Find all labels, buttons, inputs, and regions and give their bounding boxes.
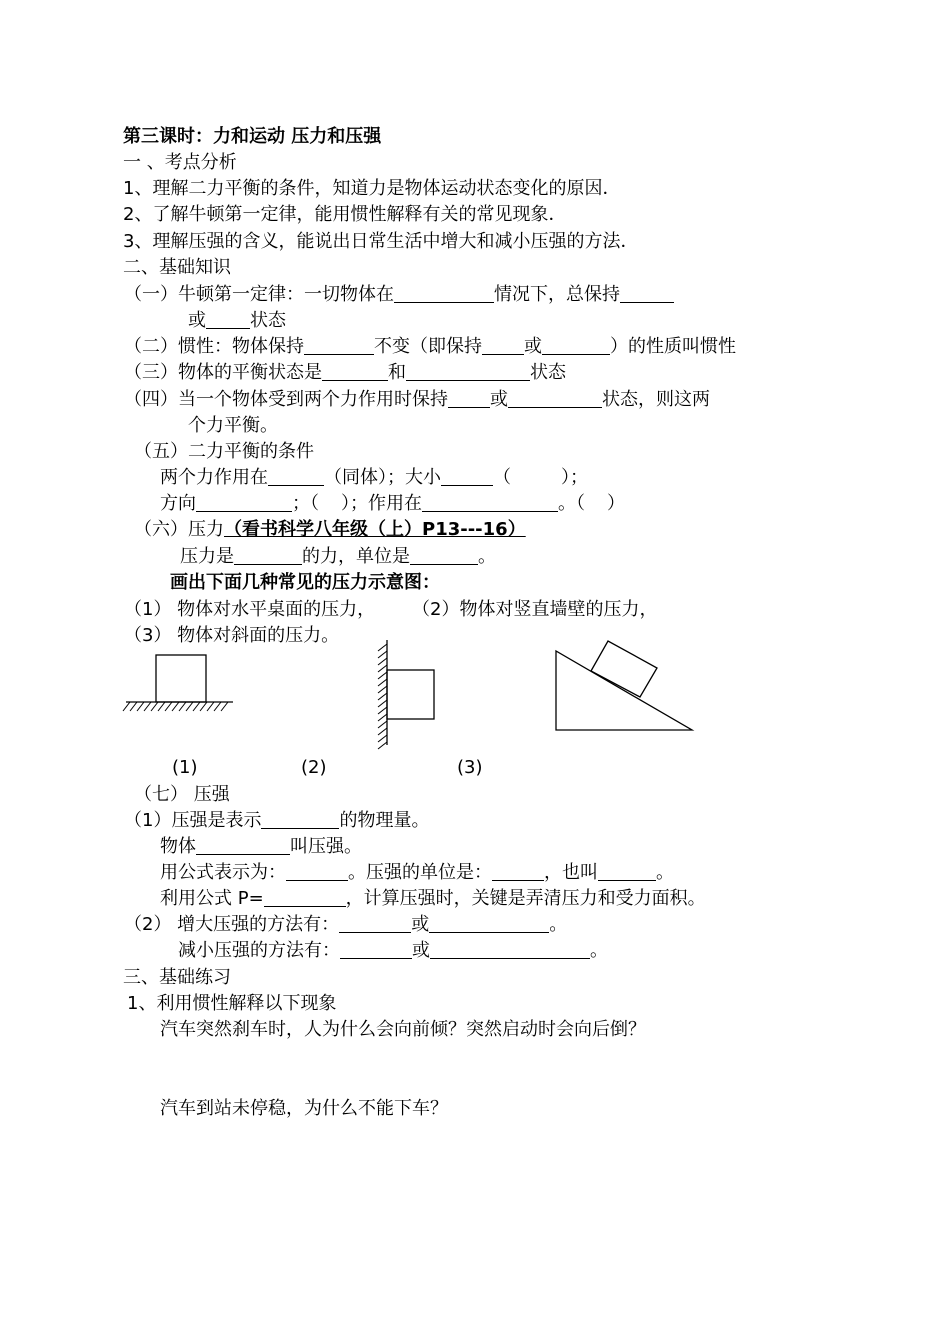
exercise-1: 1、利用惯性解释以下现象 [127, 993, 337, 1014]
draw-instruction: 画出下面几种常见的压力示意图： [170, 572, 440, 593]
objective-3: 3、理解压强的含义，能说出日常生活中增大和减小压强的方法． [123, 231, 639, 252]
two-force-line-2: 方向 ；（ ）；作用在 。（ ） [160, 493, 625, 514]
blank[interactable] [598, 862, 656, 881]
blank[interactable] [339, 914, 411, 933]
pressure-def: （1）压强是表示 的物理量。 [124, 810, 430, 831]
objective-2: 2、了解牛顿第一定律，能用惯性解释有关的常见现象． [123, 204, 567, 225]
exercise-question-b: 汽车到站未停稳，为什么不能下车？ [160, 1098, 448, 1119]
equilibrium-line: （三）物体的平衡状态是 和 状态 [124, 362, 566, 383]
section-3-heading: 三、基础练习 [123, 967, 231, 988]
section-2-heading: 二、基础知识 [123, 257, 231, 278]
inertia-line: （二）惯性：物体保持 不变（即保持 或 ）的性质叫惯性 [124, 336, 736, 357]
blank[interactable] [430, 940, 590, 959]
pressure-heading: （七） 压强 [134, 784, 230, 805]
pressure-formula-2: 利用公式 P= ，计算压强时，关键是弄清压力和受力面积。 [160, 888, 706, 909]
blank[interactable] [264, 888, 346, 907]
section-1-heading: 一 、考点分析 [123, 152, 237, 173]
balance-line: （四）当一个物体受到两个力作用时保持 或 状态，则这两 [124, 389, 710, 410]
objective-1: 1、理解二力平衡的条件，知道力是物体运动状态变化的原因． [123, 178, 621, 199]
two-force-line-1: 两个力作用在 （同体）；大小 （ ）； [160, 467, 588, 488]
draw-item-2: （2）物体对竖直墙壁的压力， [412, 599, 658, 620]
pressure-def-2: 物体 叫压强。 [160, 836, 362, 857]
figure-3-label: (3) [457, 757, 483, 778]
pressure-force-def: 压力是 的力，单位是 。 [180, 546, 496, 567]
two-force-heading: （五）二力平衡的条件 [134, 441, 314, 462]
increase-pressure: （2） 增大压强的方法有： 或 。 [124, 914, 568, 935]
decrease-pressure: 减小压强的方法有： 或 。 [178, 940, 608, 961]
figure-2-block-on-wall[interactable] [378, 640, 434, 749]
figure-2-label: (2) [301, 757, 327, 778]
blank[interactable] [340, 940, 412, 959]
draw-item-3: （3） 物体对斜面的压力。 [124, 625, 340, 646]
blank[interactable] [261, 810, 339, 829]
blank[interactable] [492, 862, 544, 881]
figure-1-block-on-table[interactable] [123, 655, 233, 711]
exercise-question-a: 汽车突然刹车时，人为什么会向前倾？突然启动时会向后倒？ [160, 1019, 646, 1040]
pressure-formula: 用公式表示为： 。压强的单位是： ，也叫 。 [160, 862, 674, 883]
figure-1-label: (1) [172, 757, 198, 778]
blank[interactable] [429, 914, 549, 933]
pressure-force-heading: （六）压力（看书科学八年级（上）P13---16） [134, 519, 526, 540]
draw-item-1: （1） 物体对水平桌面的压力， [124, 599, 376, 620]
balance-cont: 个力平衡。 [188, 415, 278, 436]
blank[interactable] [286, 862, 348, 881]
newton-law-cont: 或 状态 [188, 310, 286, 331]
newton-law-line: （一）牛顿第一定律：一切物体在 情况下，总保持 [124, 283, 674, 307]
figure-3-block-on-incline[interactable] [556, 641, 692, 730]
blank[interactable] [196, 836, 290, 855]
page-title: 第三课时：力和运动 压力和压强 [123, 126, 382, 147]
